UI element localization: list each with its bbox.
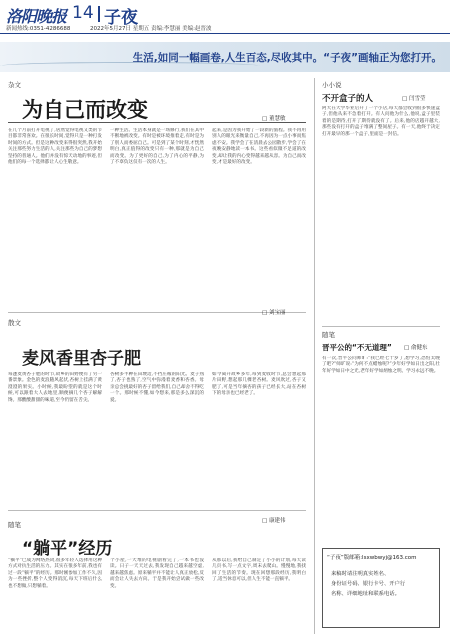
article-category-tag: 杂文 (8, 81, 21, 89)
section-banner (0, 42, 450, 72)
article-column: 在几个月前打开电视了,居然觉得电视又类的节目都非常喜欢。在很长时间,觉得只是一种打发时间的方式。但是这种改变来得很突然,我开始关注那些努力生活的人,关注那些为自己的梦想坚持的普通人。他们并没有惊天动地的事迹,但他们的每一个选择都让人心生敬意。 (8, 128, 102, 166)
masthead-rule (0, 33, 450, 34)
column-divider (314, 78, 315, 634)
submission-email: “子夜”版邮箱:lsxwbwyj@163.com (327, 555, 417, 561)
article-column: 从那以后,我给自己制定了小小的计划,每天读几页书,写一点文字,周末去爬山。慢慢地,我找回了生活的节奏。现在回想那段经历,我明白了,适当休息可以,但人生不能一直躺平。 (212, 558, 306, 583)
article-column: 起来,是因为我开始了一段新的旅程。我不再用别人的眼光来衡量自己,不再因为一点小事而焦虑不安。我学会了在清晨去公园散步,学会了在夜晚安静地读一本书。这些看似微不足道的改变,却让我的内心变得越来越从容。为自己而改变,才是最好的改变。 (212, 128, 306, 166)
dateline: 2022年5月27日 星期五 责编:李慧丽 美编:赵晋波 (90, 26, 212, 32)
article-column: 有一次,晋平公问师旷:“我已经七十岁了,想学习,恐怕太晚了吧?”师旷说:“为何不点蜡烛呢?”少年好学如日出之阳,壮年好学如日中之光,老年好学如炳烛之明。学习永远不晚。 (322, 356, 440, 374)
article-category-tag: 小小说 (322, 81, 342, 89)
submission-info-box (322, 548, 440, 628)
article-column: 个小屋,一大堆的电视剧看完了,一本书也没读。日子一天天过去,我发现自己越来越空虚,越来越焦虑。原来躺平并不能让人真正放松,反而会让人失去方向。于是我开始尝试做一些改变。 (110, 558, 204, 589)
submission-note-line: 来稿时请注明真实姓名、 (331, 571, 390, 577)
article-column: 如今离开故乡多年,每到麦收时节,总会想起那片田野,想起那几棵老杏树。麦风吹过,杏子又肥了,可是当年摘杏的孩子已经长大,站在杏树下的母亲也已经老了。 (212, 372, 306, 397)
article-byline: □ 董慧敏 (262, 116, 286, 122)
headline-rule (8, 122, 306, 123)
masthead (0, 0, 450, 38)
article-headline: “躺平”经历 (22, 539, 113, 559)
article-headline: 晋平公的“不无道理” (322, 343, 392, 352)
article-byline: □ 俞健东 (404, 345, 428, 351)
article-column: 一种生活。生活本身就是一场修行,我们在其中不断地被改变。有时是被环境推着走,有时是为了别人而委屈自己。可是到了某个时刻,才恍然明白,真正值得的改变只有一种,那就是为自己而改变。为了更好的自己,为了内心的平静,为了不辜负这仅有一次的人生。 (110, 128, 204, 166)
article-category-tag: 散文 (8, 319, 21, 327)
article-byline: □ 刘宝丽 (262, 310, 286, 316)
article-column: “躺平”已成为网络热词,很多年轻人选择用这种方式对抗生活的压力。其实在很多年前,我也有过一段“躺平”的经历。那时刚参加工作不久,因为一些挫折,整个人变得消沉,每天下班后什么也不想做,只想躺着。 (8, 558, 102, 589)
newspaper-logo: 洛阳晚报 (6, 7, 67, 26)
submission-note-line: 名称、详细地址和联系电话。 (331, 591, 400, 597)
article-separator (322, 326, 440, 327)
page-number: 14 (72, 3, 94, 23)
article-column: 杏树多半种在田埂边,不挡庄稼的阳光。麦子熟了,杏子也熟了,空气中弥漫着麦香和杏香。母亲总会挑最好的杏子留给我们,自己却舍不得吃一个。那时候不懂,如今想来,那是多么深沉的爱。 (110, 372, 204, 403)
article-column: 每逢麦黄杏子肥的时节,故乡的田野便有了另一番景象。金色的麦浪随风起伏,杏树上挂满了黄澄澄的果实。小时候,我最盼望的就是这个时候,可以跟着大人去地里,顺便摘几个杏子解解馋。那酸酸甜甜的味道,至今仍留在舌尖。 (8, 372, 102, 403)
news-hotline: 新闻热线:0351-4286688 (6, 26, 71, 32)
article-headline: 麦风香里杏子肥 (22, 349, 141, 369)
article-headline: 不开盒子的人 (322, 94, 374, 104)
article-byline: □ 康建伟 (262, 518, 286, 524)
article-category-tag: 随笔 (322, 331, 335, 339)
article-category-tag: 随笔 (8, 521, 21, 529)
submission-note-line: 身份证号码、银行卡号、开户行 (331, 581, 406, 587)
article-separator (8, 510, 306, 511)
article-headline: 为自己而改变 (22, 98, 148, 122)
masthead-divider (98, 6, 100, 22)
section-title: 子夜 (104, 8, 138, 28)
article-column: 阿大在大学毕业后开了一个小店,每天都会收到很多快递盒子,但他从来不急着打开。有人问他为什么,他说,盒子里装着的是期待,打开了期待就没有了。后来,他的店越开越大,那些没有打开的盒子堆满了整间屋子。有一天,他终于决定打开最早的那一个盒子,里面是一封信。 (322, 106, 440, 137)
banner-slogan: 生活,如同一幅画卷,人生百态,尽收其中。“子夜”画轴正为您打开。 (132, 52, 442, 64)
article-byline: □ 闫雪莹 (402, 96, 426, 102)
